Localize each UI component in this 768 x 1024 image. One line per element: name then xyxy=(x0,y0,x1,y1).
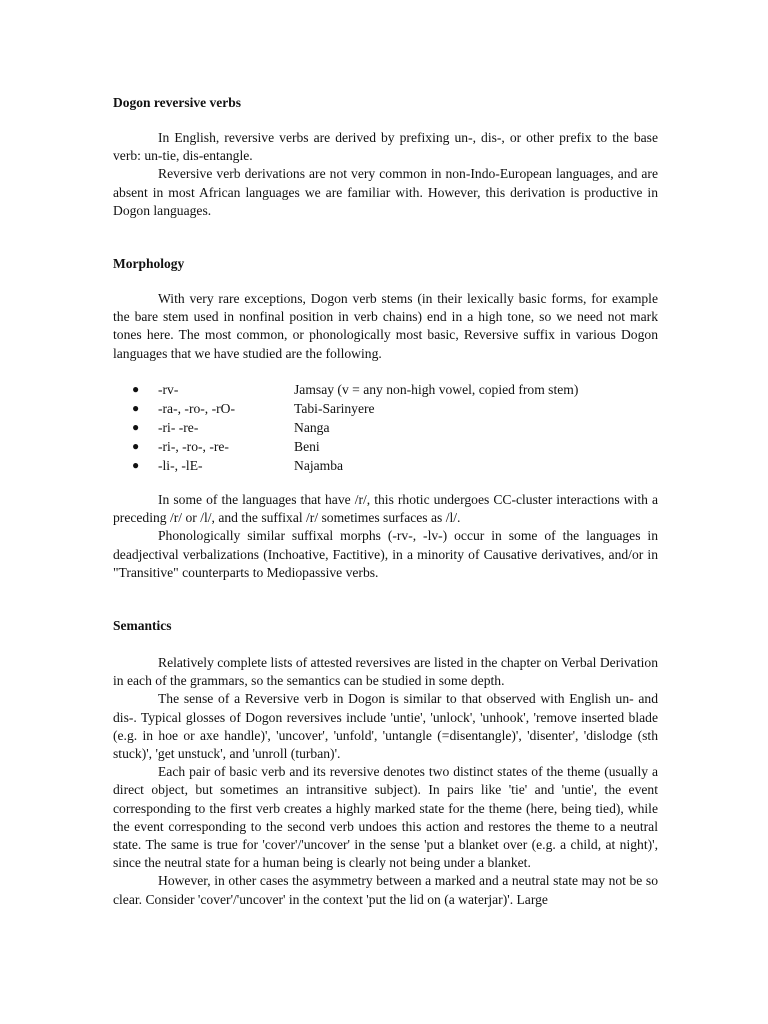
list-item xyxy=(113,380,658,399)
bullet-icon: ● xyxy=(132,382,140,396)
suffix-form: -rv- xyxy=(158,382,179,397)
semantics-paragraph: Each pair of basic verb and its reversive denotes two distinct states of the theme (usually a direct object, but sometimes an intransitive subject). In pairs like 'tie' and 'untie', the event corresponding to the first verb creates a highly marked state for the theme (here, being tied), while the event corresponding to the second verb undoes this action and restores the theme to a neutral state. The same is true for 'cover'/'uncover' in the sense 'put a blanket over (e.g. a child, at night)', since the neutral state for a human being is clearly not being under a blanket. xyxy=(113,764,658,871)
intro-paragraph: In English, reversive verbs are derived by prefixing un-, dis-, or other prefix to the base verb: un-tie, dis-entangle. xyxy=(113,130,658,164)
morphology-section xyxy=(113,290,658,363)
bullet-icon: ● xyxy=(132,401,140,415)
morphology-note-paragraph: In some of the languages that have /r/, this rhotic undergoes CC-cluster interactions with a preceding /r/ or /l/, and the suffixal /r/ sometimes surfaces as /l/. xyxy=(113,492,658,526)
language-name: Beni xyxy=(294,439,320,454)
language-name: Nanga xyxy=(294,420,330,435)
semantics-heading: Semantics xyxy=(113,618,172,633)
language-name: Jamsay (v = any non-high vowel, copied from stem) xyxy=(294,382,579,397)
list-item xyxy=(113,437,658,456)
suffix-list xyxy=(113,380,658,475)
list-item xyxy=(113,399,658,418)
semantics-paragraph: The sense of a Reversive verb in Dogon is similar to that observed with English un- and dis-. Typical glosses of Dogon reversives include 'untie', 'unlock', 'unhook', 'remove inserted blade (e.g. in hoe or axe handle)', 'uncover', 'unfold', 'untangle (=disentangle)', 'disenter', 'dislodge (sth stuck)', 'get unstuck', and 'unroll (turban)'. xyxy=(113,691,658,762)
semantics-paragraph: Relatively complete lists of attested reversives are listed in the chapter on Verbal Derivation in each of the grammars, so the semantics can be studied in some depth. xyxy=(113,655,658,689)
bullet-icon: ● xyxy=(132,420,140,434)
morphology-note-paragraph: Phonologically similar suffixal morphs (-rv-, -lv-) occur in some of the languages in deadjectival verbalizations (Inchoative, Factitive), in a minority of Causative derivatives, and/or in "Transitive" counterparts to Mediopassive verbs. xyxy=(113,528,658,580)
list-item xyxy=(113,456,658,475)
language-name: Najamba xyxy=(294,458,344,473)
intro-paragraph: Reversive verb derivations are not very common in non-Indo-European languages, and are absent in most African languages we are familiar with. However, this derivation is productive in Dogon languages. xyxy=(113,166,658,218)
semantics-section xyxy=(113,654,658,909)
bullet-icon: ● xyxy=(132,458,140,472)
suffix-form: -ri-, -ro-, -re- xyxy=(158,439,229,454)
suffix-form: -ri- -re- xyxy=(158,420,199,435)
document-title: Dogon reversive verbs xyxy=(113,95,241,110)
semantics-paragraph: However, in other cases the asymmetry between a marked and a neutral state may not be so clear. Consider 'cover'/'uncover' in the context 'put the lid on (a waterjar)'. Large xyxy=(113,873,658,907)
morphology-notes xyxy=(113,491,658,582)
intro-section xyxy=(113,129,658,220)
bullet-icon: ● xyxy=(132,439,140,453)
suffix-form: -ra-, -ro-, -rO- xyxy=(158,401,235,416)
morphology-paragraph: With very rare exceptions, Dogon verb stems (in their lexically basic forms, for example the bare stem used in nonfinal position in verb chains) end in a high tone, so we need not mark tones here. The most common, or phonologically most basic, Reversive suffix in various Dogon languages that we have studied are the following. xyxy=(113,291,658,361)
language-name: Tabi-Sarinyere xyxy=(294,401,375,416)
suffix-form: -li-, -lE- xyxy=(158,458,203,473)
morphology-heading: Morphology xyxy=(113,256,185,271)
list-item xyxy=(113,418,658,437)
